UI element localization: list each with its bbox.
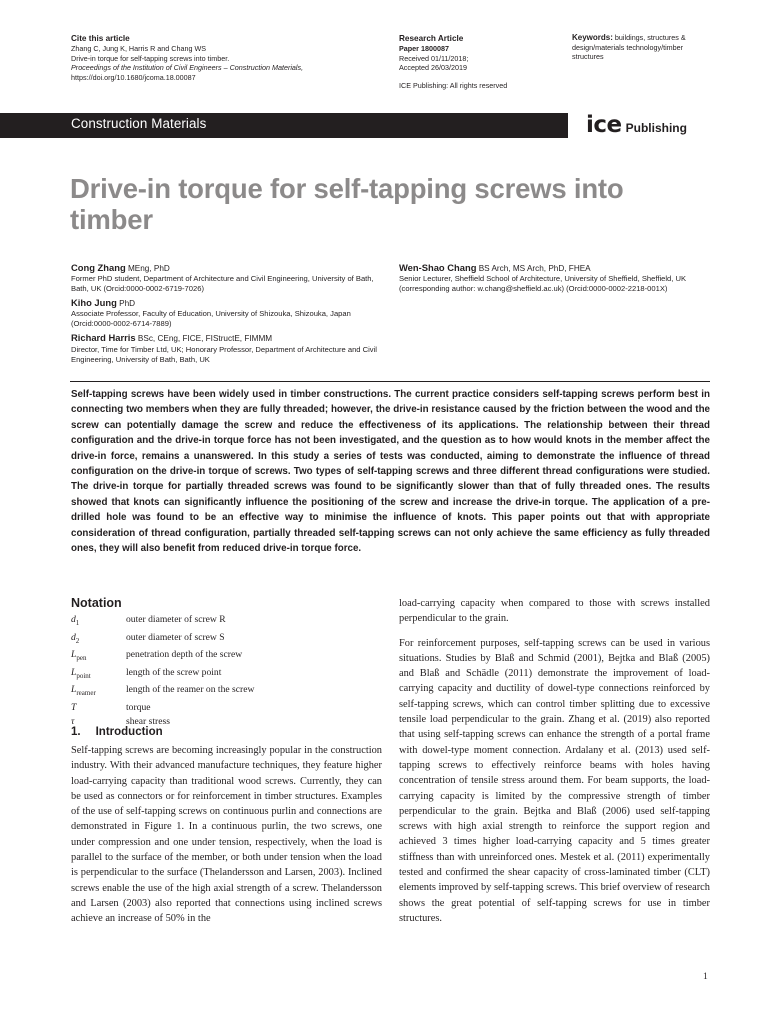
notation-symbol-letter: L (71, 684, 77, 695)
cite-doi[interactable]: https://doi.org/10.1680/jcoma.18.00087 (71, 72, 196, 82)
author-name: Wen-Shao Chang (399, 262, 477, 273)
author-entry (399, 263, 709, 294)
notation-definition: shear stress (126, 716, 170, 728)
notation-symbol (71, 701, 126, 716)
notation-symbol-letter: d (71, 614, 76, 625)
notation-definition: outer diameter of screw R (126, 614, 226, 625)
notation-symbol (71, 613, 126, 631)
abstract-divider (70, 381, 710, 382)
notation-row (71, 683, 371, 701)
journal-name: Construction Materials (71, 116, 207, 131)
author-affiliation: Senior Lecturer, Sheffield School of Architecture, University of Sheffield, Sheffield, UK (corresponding author: w.chang@sheffield.ac.uk) (Orcid:0000-0002-2218-001X) (399, 274, 687, 294)
cite-title: Drive-in torque for self-tapping screws into timber. (71, 53, 230, 63)
article-title: Drive-in torque for self-tapping screws into timber (70, 173, 624, 235)
keywords (572, 33, 712, 62)
notation-subscript: pen (76, 653, 87, 662)
keywords-label: Keywords: (572, 33, 613, 42)
author-name: Kiho Jung (71, 297, 117, 309)
notation-symbol (71, 648, 126, 666)
notation-heading: Notation (71, 596, 122, 610)
section-number: 1. (71, 726, 81, 738)
paper-number: Paper 1800087 (399, 44, 449, 53)
received-date: Received 01/11/2018; (399, 53, 469, 63)
rights-statement: ICE Publishing: All rights reserved (399, 80, 508, 90)
notation-row (71, 631, 371, 649)
keywords-text: buildings, structures & design/materials technology/timber structures (572, 33, 686, 62)
authors-right (399, 263, 709, 298)
intro-text (71, 743, 382, 936)
notation-definition: outer diameter of screw S (126, 631, 225, 643)
notation-subscript: reamer (76, 688, 96, 697)
notation-row (71, 648, 371, 666)
cite-heading: Cite this article (71, 34, 130, 43)
notation-symbol (71, 666, 126, 684)
cite-block (71, 33, 341, 82)
paragraph: For reinforcement purposes, self-tapping screws can be used in various situations. Studies by Blaß and Schmid (2001), Bejtka and Blaß (2005) and Blaß and Schädle (2011) demonstrate the improvement of load-carrying capacity and ductility of dowel-type connections reinforced by self-tapping screws, which can control timber splitting due to excessive tensile load perpendicular to the grain. Zhang et al. (2019) also reported that using self-tapping screws can enhance the strength of a portal frame with dowel-type moment connection. Ardalany et al. (2013) used self-tapping screws to effectively reinforce beams with holes having concentration of tensile stress around them. For beam supports, the load-carrying capacity is limited by the compressive strength of timber perpendicular to the grain. Bejtka and Blaß (2006) used self-tapping screws with high axial strength to reinforce the support region and achieved 3 times higher load-carrying capacity and 5 times greater stiffness than with unreinforced ones. Mestek et al. (2011) experimentally tested and confirmed the shear capacity of cross-laminated timber (CLT) elements improved by self-tapping screws. This brief overview of research shows the great potential of self-tapping screws for use in timber structures. (399, 637, 710, 924)
paragraph: load-carrying capacity when compared to those with screws installed perpendicular to the grain. (399, 598, 710, 625)
article-info (399, 33, 549, 90)
author-affiliation: Director, Time for Timber Ltd, UK; Honorary Professor, Department of Architecture and Civil Engineering, University of Bath, Bath, UK (71, 344, 377, 364)
notation-symbol-letter: T (71, 701, 77, 713)
paragraph: Self-tapping screws are becoming increasingly popular in the construction industry. With their advanced manufacture techniques, they feature higher load-carrying capacity than traditional wood screws. Currently, they can be used as connectors or for reinforcement in timber structures. Examples of the use of self-tapping screws on continuous purlin and connections are demonstrated in Figure 1. In a continuous purlin, the two screws, one under compression and one under tension, respectively, when the load is parallel to the surface of the member, or both under tension when the load is perpendicular to the surface (Thelandersson and Larsen, 2003). Inclined screws enable the use of the high axial strength of a screw. Thelandersson and Larsen (2003) also reported that connections using inclined screws achieve an increase of 50% in the (71, 745, 382, 925)
notation-row (71, 701, 371, 716)
notation-definition: length of the reamer on the screw (126, 684, 255, 695)
ice-logo-mark: ice (586, 112, 622, 138)
notation-row (71, 666, 371, 684)
notation-symbol (71, 683, 126, 701)
author-degrees: MEng, PhD (127, 264, 170, 273)
author-degrees: PhD (119, 299, 136, 309)
cite-journal: Proceedings of the Institution of Civil Engineers – Construction Materials, (71, 63, 304, 73)
notation-definition: torque (126, 701, 151, 713)
author-affiliation: Former PhD student, Department of Architecture and Civil Engineering, University of Bath, Bath, UK (Orcid:0000-0002-6719-7026) (71, 274, 374, 294)
author-entry (71, 298, 381, 329)
notation-definition: penetration depth of the screw (126, 649, 243, 660)
author-entry (71, 263, 381, 294)
ice-logo-text: Publishing (625, 121, 687, 135)
abstract: Self-tapping screws have been widely used in timber constructions. The current practice considers self-tapping screws perform best in connecting two members when they are fully threaded; however, the drive-in resistance caused by the friction between the wood and the screw can potentially damage the screw and reduce the effectiveness of its applications. The relationship between their thread configuration and the drive-in torque force has not been investigated, and the question as to how would knots in the member affect the drive-in force, remains a unanswered. In this study a series of tests was conducted, aiming to demonstrate the influence of thread configuration on the drive-in torque of screws. Two types of self-tapping screws and three different thread configurations were studied. The drive-in torque for partially threaded screws was found to be significantly slower than that of fully threaded ones. The results showed that knots can significantly influence the positioning of the screw and increase the drive-in torque. The application of a pre-drilled hole was found to be an effective way to minimise the influence of knots. This paper points out that with appropriate consideration of thread configuration, partially threaded self-tapping screws can not only achieve the same efficiency as fully threaded ones, they will also benefit from reduced drive-in torque force. (71, 389, 710, 555)
section-title: Introduction (95, 726, 163, 738)
notation-subscript: 1 (75, 618, 80, 627)
notation-symbol-letter: L (71, 666, 77, 678)
author-degrees: BSc, CEng, FICE, FIStructE, FIMMM (137, 334, 273, 344)
author-affiliation: Associate Professor, Faculty of Education, University of Shizouka, Shizouka, Japan (Orcid:0000-0002-6714-7889) (71, 309, 351, 329)
notation-list (71, 613, 371, 730)
notation-symbol-letter: L (71, 649, 77, 660)
article-type: Research Article (399, 34, 464, 43)
notation-symbol-letter: d (71, 631, 76, 643)
notation-row (71, 613, 371, 631)
accepted-date: Accepted 26/03/2019 (399, 63, 467, 73)
notation-symbol-letter: τ (71, 716, 75, 728)
author-name: Cong Zhang (71, 262, 126, 273)
author-entry (71, 333, 381, 364)
page-number: 1 (703, 972, 708, 982)
notation-symbol (71, 631, 126, 649)
right-column (399, 596, 710, 935)
authors-left (71, 263, 381, 369)
notation-subscript: point (76, 671, 91, 680)
intro-heading (71, 726, 178, 738)
publisher-logo (586, 112, 687, 140)
notation-definition: length of the screw point (126, 666, 222, 678)
author-degrees: BS Arch, MS Arch, PhD, FHEA (478, 264, 591, 273)
author-name: Richard Harris (71, 332, 136, 344)
notation-subscript: 2 (75, 636, 80, 645)
cite-authors: Zhang C, Jung K, Harris R and Chang WS (71, 44, 207, 53)
